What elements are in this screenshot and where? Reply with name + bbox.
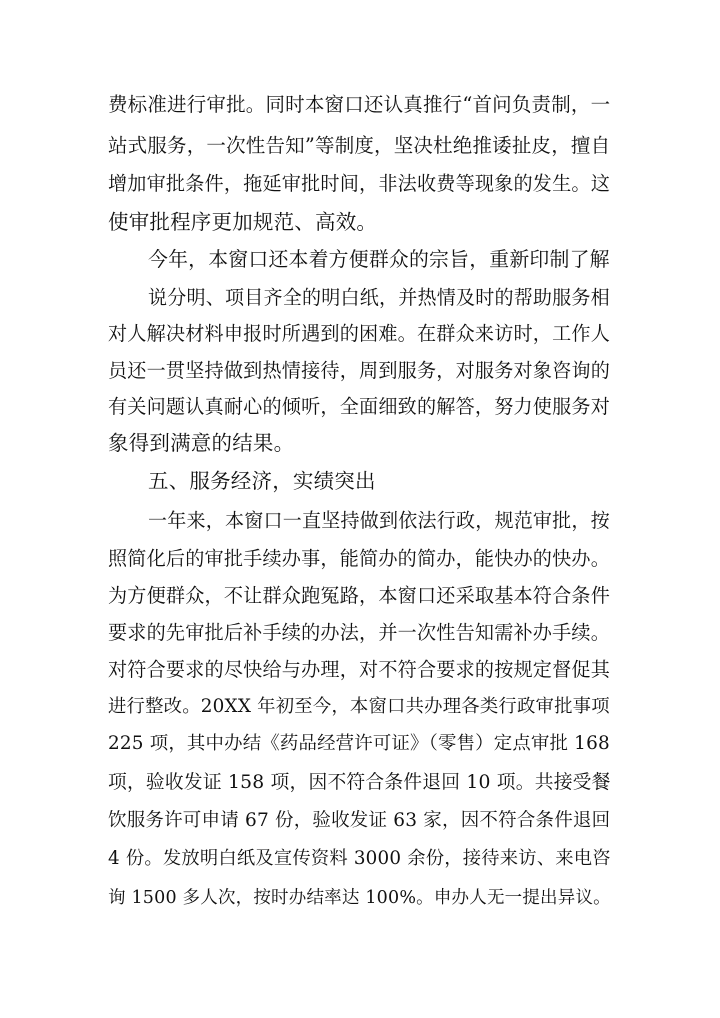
text-line: 要求的先审批后补手续的办法，并一次性告知需补办手续。 [108, 621, 611, 644]
text-line: 对符合要求的尽快给与办理，对不符合要求的按规定督促其 [108, 658, 611, 681]
text-line: 说分明、项目齐全的明白纸，并热情及时的帮助服务相 [148, 287, 610, 309]
text-line: 象得到满意的结果。 [108, 431, 295, 455]
text-line: 增加审批条件，拖延审批时间，非法收费等现象的发生。这 [108, 172, 611, 195]
text-line: 站式服务，一次性告知”等制度，坚决杜绝推诿扯皮，擅自 [108, 134, 611, 157]
text-line: 费标准进行审批。同时本窗口还认真推行“首问负责制，一 [108, 93, 611, 116]
text-line: 使审批程序更加规范、高效。 [108, 210, 378, 234]
text-line: 一年来，本窗口一直坚持做到依法行政，规范审批，按 [148, 510, 610, 532]
text-line: 4 份。发放明白纸及宣传资料 3000 余份，接待来访、来电咨 [108, 848, 611, 869]
text-line: 询 1500 多人次，按时办结率达 100%。申办人无一提出异议。 [108, 888, 611, 908]
text-line: 饮服务许可申请 67 份，验收发证 63 家，因不符合条件退回 [108, 810, 611, 831]
text-line: 员还一贯坚持做到热情接待，周到服务，对服务对象咨询的 [108, 359, 611, 382]
text-line: 今年，本窗口还本着方便群众的宗旨，重新印制了解 [148, 248, 610, 271]
text-line: 照简化后的审批手续办事，能简办的简办，能快办的快办。 [108, 547, 611, 570]
text-line: 为方便群众，不让群众跑冤路，本窗口还采取基本符合条件 [108, 584, 611, 607]
text-line: 对人解决材料申报时所遇到的困难。在群众来访时，工作人 [108, 322, 611, 345]
text-line: 有关问题认真耐心的倾听，全面细致的解答，努力使服务对 [108, 395, 611, 418]
text-line: 225 项，其中办结《药品经营许可证》（零售）定点审批 168 [108, 733, 610, 754]
text-line: 项，验收发证 158 项，因不符合条件退回 10 项。共接受餐 [108, 772, 611, 793]
section-heading: 五、服务经济，实绩突出 [148, 469, 376, 493]
text-line: 进行整改。20XX 年初至今，本窗口共办理各类行政审批事项 [108, 696, 610, 717]
